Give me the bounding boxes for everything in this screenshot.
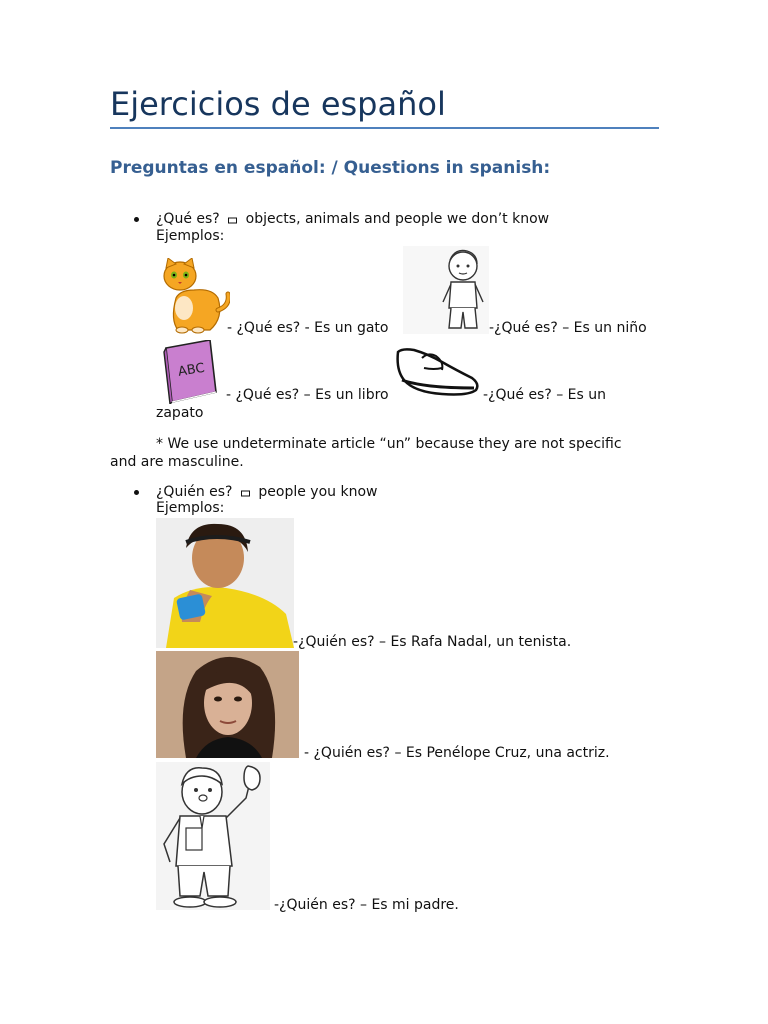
caption-zapato: -¿Qué es? – Es un [483, 387, 607, 403]
book-illustration [160, 340, 220, 404]
man-illustration [156, 762, 270, 910]
caption-gato: - ¿Qué es? - Es un gato [227, 320, 389, 336]
cat-illustration [158, 258, 230, 334]
question-quien-es: ¿Quién es? [156, 484, 233, 500]
examples-label: Ejemplos: [156, 228, 225, 244]
arrow-icon [241, 488, 250, 497]
caption-nadal: -¿Quién es? – Es Rafa Nadal, un tenista. [293, 634, 572, 650]
arrow-icon [228, 215, 237, 224]
bullet-line-quien-es [156, 484, 377, 501]
bullet-icon [134, 217, 139, 222]
shoe-illustration [394, 346, 480, 402]
question-que-es: ¿Qué es? [156, 211, 220, 227]
note-line-1: * We use undeterminate article “un” because they are not specific [156, 436, 622, 452]
bullet-icon [134, 490, 139, 495]
page-title: Ejercicios de español [110, 85, 446, 123]
description-quien-es: people you know [258, 484, 378, 500]
bullet-line-que-es [156, 211, 549, 228]
section-heading: Preguntas en español: / Questions in spanish: [110, 158, 551, 178]
description-que-es: objects, animals and people we don’t know [245, 211, 550, 227]
rafa-nadal-photo [156, 518, 294, 648]
examples-label: Ejemplos: [156, 500, 225, 516]
caption-nino: -¿Qué es? – Es un niño [489, 320, 647, 336]
caption-padre: -¿Quién es? – Es mi padre. [274, 897, 459, 913]
book-abc-text: ABC [177, 360, 206, 380]
caption-libro: - ¿Qué es? – Es un libro [226, 387, 389, 403]
caption-penelope: - ¿Quién es? – Es Penélope Cruz, una actriz. [304, 745, 610, 761]
boy-illustration [403, 246, 489, 334]
caption-zapato-continued: zapato [156, 405, 204, 421]
title-divider [110, 127, 659, 129]
note-line-2: and are masculine. [110, 454, 244, 470]
penelope-cruz-photo [156, 651, 299, 758]
